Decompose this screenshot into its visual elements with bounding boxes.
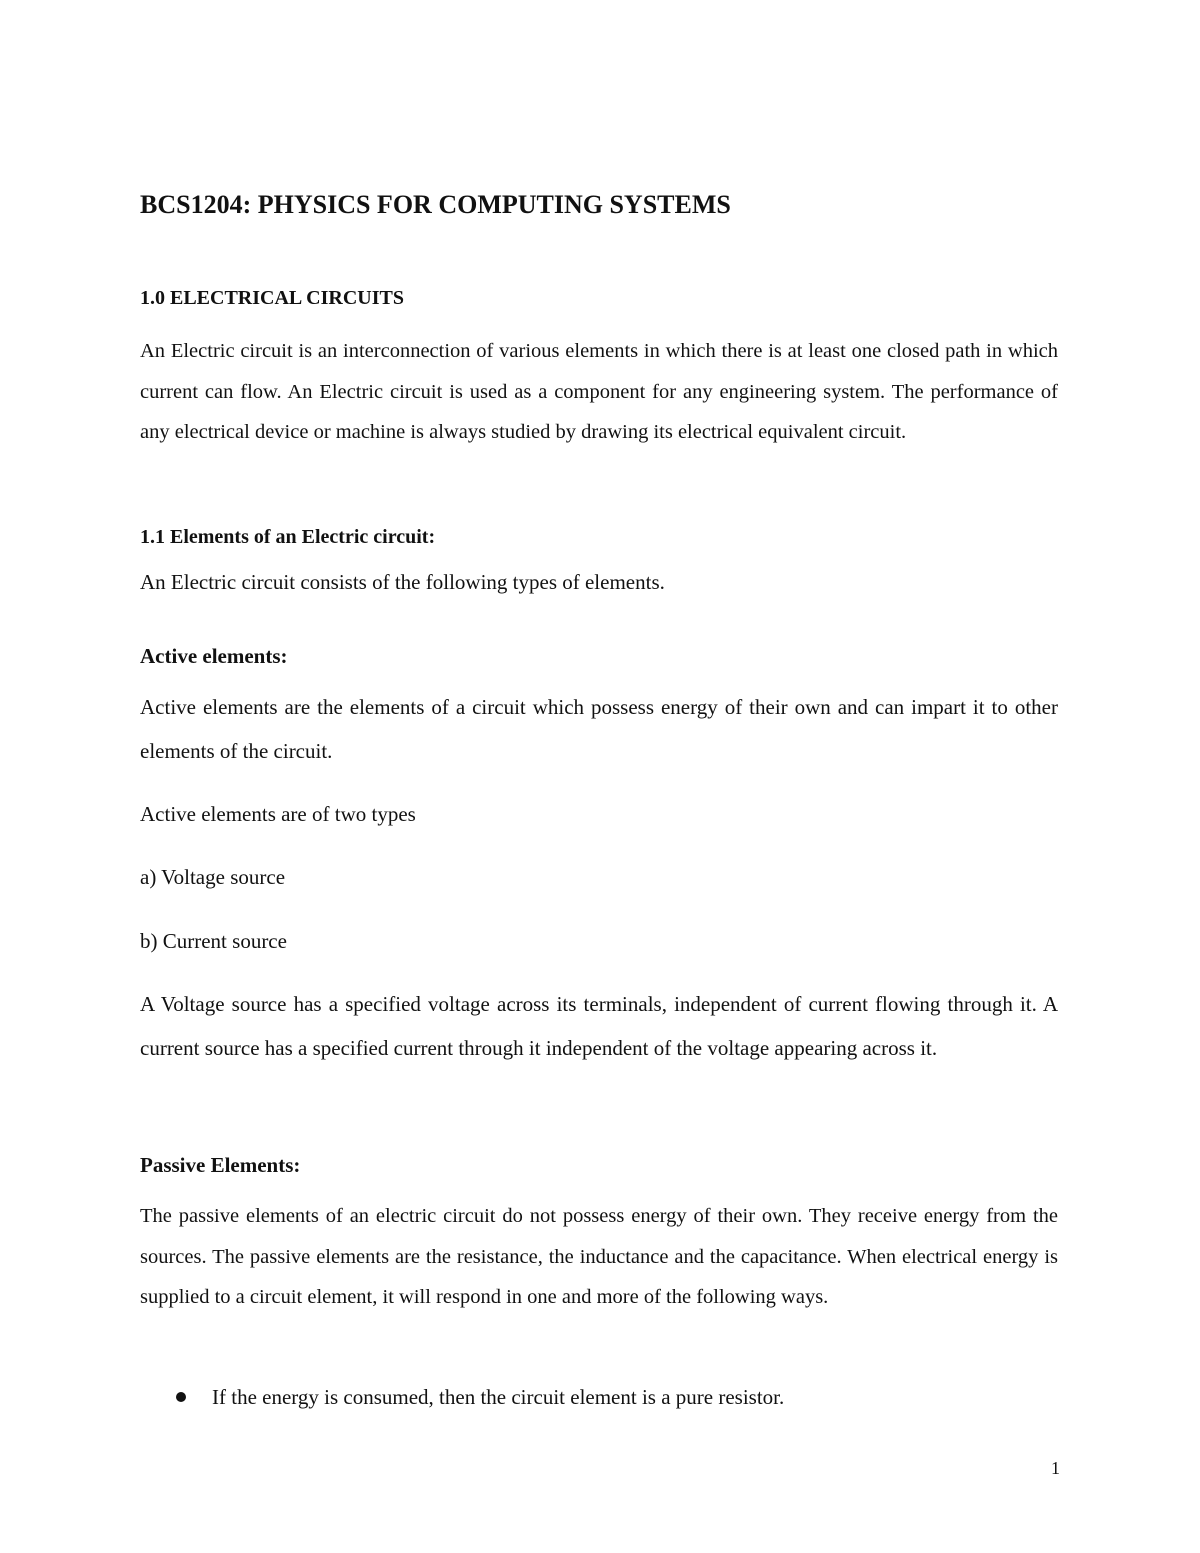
active-elements-heading: Active elements: (140, 644, 288, 668)
passive-elements-heading: Passive Elements: (140, 1153, 301, 1177)
active-elements-paragraph: Active elements are the elements of a circuit which possess energy of their own and can impart it to other elements of the circuit. (140, 695, 1058, 763)
section-heading-electrical-circuits: 1.0 ELECTRICAL CIRCUITS (140, 287, 404, 309)
current-source-item: b) Current source (140, 929, 287, 953)
voltage-source-item: a) Voltage source (140, 865, 286, 889)
elements-intro: An Electric circuit consists of the following types of elements. (140, 570, 665, 594)
sources-paragraph: A Voltage source has a specified voltage across its terminals, independent of current flowing through it. A current source has a specified current through it independent of the voltage appearing across it. (140, 992, 1058, 1060)
page-number: 1 (1051, 1458, 1060, 1478)
bullet-text: If the energy is consumed, then the circuit element is a pure resistor. (212, 1385, 785, 1409)
bullet-icon (176, 1392, 186, 1402)
active-types-intro: Active elements are of two types (140, 802, 416, 826)
section-heading-elements: 1.1 Elements of an Electric circuit: (140, 526, 436, 548)
document-title: BCS1204: PHYSICS FOR COMPUTING SYSTEMS (140, 190, 731, 219)
passive-elements-paragraph: The passive elements of an electric circuit do not possess energy of their own. They receive energy from the sources. The passive elements are the resistance, the inductance and the capacitance. When electrical energy is supplied to a circuit element, it will respond in one and more of the following ways. (140, 1205, 1058, 1309)
electrical-circuits-paragraph: An Electric circuit is an interconnection of various elements in which there is at least one closed path in which current can flow. An Electric circuit is used as a component for any engineering system. The performance of any electrical device or machine is always studied by drawing its electrical equivalent circuit. (140, 340, 1058, 444)
bullet-item (176, 1382, 1056, 1412)
